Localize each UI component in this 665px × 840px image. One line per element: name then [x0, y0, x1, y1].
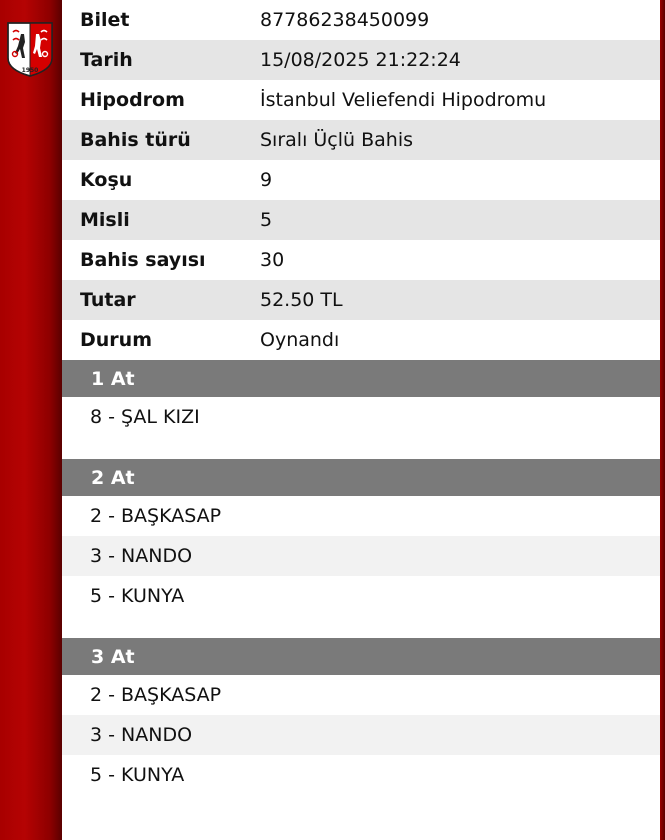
horse-row: 3 - NANDO [62, 536, 660, 576]
svg-text:1950: 1950 [21, 67, 39, 74]
info-value: 15/08/2025 21:22:24 [260, 49, 461, 71]
info-label: Tarih [80, 49, 133, 71]
info-label: Koşu [80, 169, 133, 191]
info-label: Misli [80, 209, 130, 231]
info-value: Oynandı [260, 329, 340, 351]
horse-row: 5 - KUNYA [90, 764, 185, 786]
horse-row: 2 - BAŞKASAP [90, 684, 222, 706]
info-label: Bahis türü [80, 129, 191, 151]
info-row-bet-count [62, 240, 660, 280]
info-value: 87786238450099 [260, 9, 430, 31]
info-value: Sıralı Üçlü Bahis [260, 129, 414, 151]
info-row-multiplier [62, 200, 660, 240]
jockey-club-logo-icon [5, 20, 55, 78]
ticket-info-table [62, 0, 660, 360]
leg-block-3 [62, 638, 660, 817]
info-label: Durum [80, 329, 152, 351]
horse-row: 2 - BAŞKASAP [90, 505, 222, 527]
leg-block-1 [62, 360, 660, 459]
info-row-status [62, 320, 660, 360]
info-row-race [62, 160, 660, 200]
info-row-date [62, 40, 660, 80]
info-label: Hipodrom [80, 89, 185, 111]
leg-header: 3 At [62, 638, 660, 675]
left-sidebar [0, 0, 62, 840]
ticket-detail-panel [62, 0, 660, 840]
info-value: 30 [260, 249, 285, 271]
info-row-amount [62, 280, 660, 320]
info-value: 52.50 TL [260, 289, 343, 311]
info-label: Bahis sayısı [80, 249, 206, 271]
info-value: 5 [260, 209, 273, 231]
info-label: Bilet [80, 9, 130, 31]
right-edge-bar [660, 0, 665, 840]
horse-row: 3 - NANDO [62, 715, 660, 755]
info-row-bet-type [62, 120, 660, 160]
horse-row: 5 - KUNYA [90, 585, 185, 607]
horse-row: 8 - ŞAL KIZI [90, 406, 200, 428]
leg-header: 1 At [62, 360, 660, 397]
info-row-ticket [62, 0, 660, 40]
leg-block-2 [62, 459, 660, 638]
leg-header: 2 At [62, 459, 660, 496]
info-row-hippodrome [62, 80, 660, 120]
info-value: İstanbul Veliefendi Hipodromu [260, 89, 547, 111]
info-label: Tutar [80, 289, 136, 311]
info-value: 9 [260, 169, 273, 191]
